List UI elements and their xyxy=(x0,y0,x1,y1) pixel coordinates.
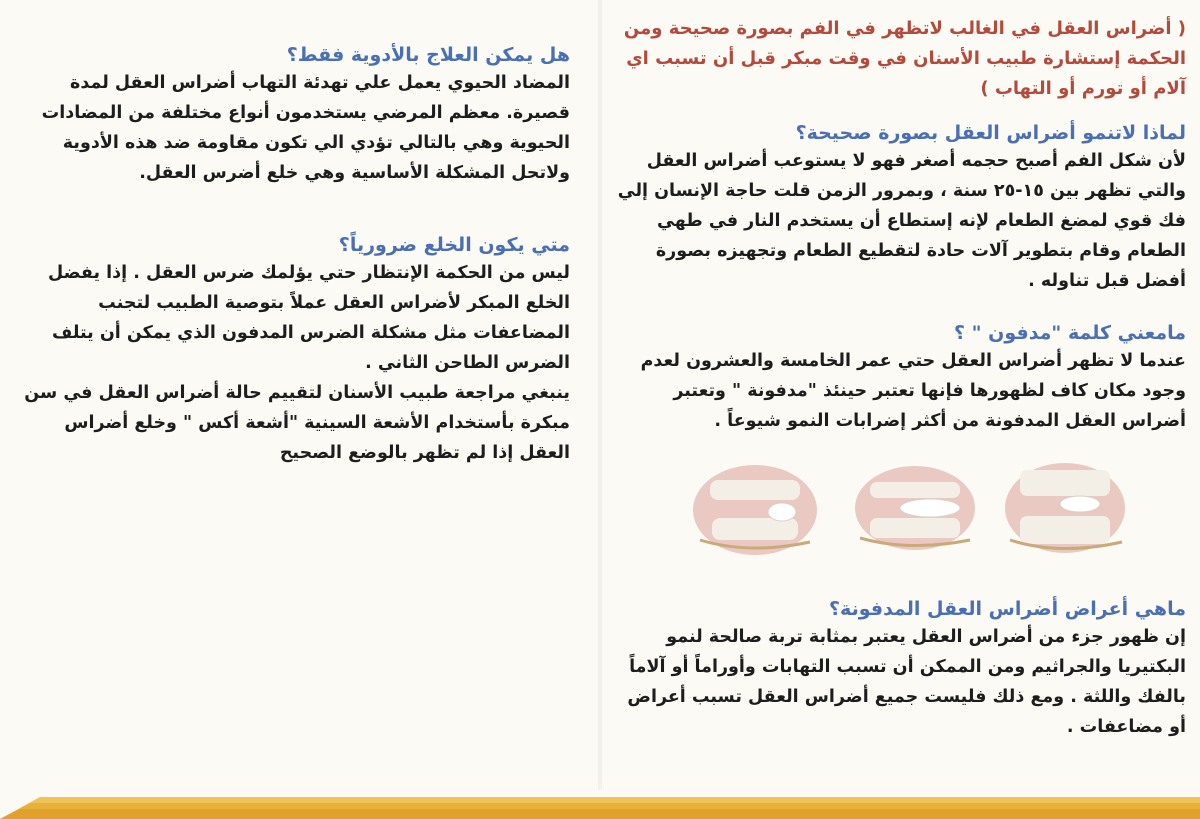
text-medication: المضاد الحيوي يعمل علي تهدئة التهاب أضراس العقل لمدة قصيرة. معظم المرضي يستخدمون أنواع مختلفة من المضادات الحيوية وهي بالتالي تؤدي الي تكون مقاومة ضد هذه الأدوية ولاتحل المشكلة الأساسية وهي خلع أضرس العقل. xyxy=(41,73,570,183)
teeth-illustration-3 xyxy=(1005,463,1125,553)
text-why: لأن شكل الفم أصبح حجمه أصغر فهو لا يستوعب أضراس العقل والتي تظهر بين ١٥-٢٥ سنة ، وبمرور الزمن قلت حاجة الإنسان إلي فك قوي لمضغ الطعام لإنه إستطاع أن يستخدم النار في طهي الطعام وقام بتطوير آلات حادة لتقطيع الطعام وتجهيزه بصورة أفضل قبل تناوله . xyxy=(617,151,1186,291)
text-symptoms: إن ظهور جزء من أضراس العقل يعتبر بمثابة تربة صالحة لنمو البكتيريا والجراثيم ومن الممكن أن تسبب التهابات وأوراماً أو آلاماً بالفك واللثة . ومع ذلك فليست جميع أضراس العقل تسبب أعراض أو مضاعفات . xyxy=(627,627,1186,737)
footer-decorative-strip xyxy=(0,793,1200,819)
heading-extraction: متي يكون الخلع ضرورياً؟ xyxy=(338,234,570,256)
right-section-impacted xyxy=(614,320,1186,436)
left-section-medication xyxy=(8,42,570,188)
left-section-extraction xyxy=(8,232,570,468)
impacted-teeth-illustrations xyxy=(690,460,1130,560)
heading-medication: هل يمكن العلاج بالأدوية فقط؟ xyxy=(286,44,570,66)
heading-why: لماذا لاتنمو أضراس العقل بصورة صحيحة؟ xyxy=(795,122,1186,144)
heading-impacted: مامعني كلمة "مدفون " ؟ xyxy=(953,322,1186,344)
heading-symptoms: ماهي أعراض أضراس العقل المدفونة؟ xyxy=(829,598,1186,620)
text-impacted: عندما لا تظهر أضراس العقل حتي عمر الخامسة والعشرون لعدم وجود مكان كاف لظهورها فإنها تعتبر حينئذ "مدفونة " وتعتبر أضراس العقل المدفونة من أكثر إضرابات النمو شيوعاً . xyxy=(640,351,1186,431)
intro-note: ( أضراس العقل في الغالب لاتظهر في الفم بصورة صحيحة ومن الحكمة إستشارة طبيب الأسنان في وقت مبكر قبل أن تسبب اي آلام أو تورم أو التهاب ) xyxy=(623,18,1186,99)
right-section-why xyxy=(614,120,1186,296)
teeth-illustration-1 xyxy=(693,465,817,555)
text-extraction-2: ينبغي مراجعة طبيب الأسنان لتقييم حالة أضراس العقل في سن مبكرة بأستخدام الأشعة السينية "أشعة أكس " وخلع أضراس العقل إذا لم تظهر بالوضع الصحيح xyxy=(24,383,570,463)
text-extraction-1: ليس من الحكمة الإنتظار حتي يؤلمك ضرس العقل . إذا يفضل الخلع المبكر لأضراس العقل عملاً بتوصية الطبيب لتجنب المضاعفات مثل مشكلة الضرس المدفون الذي يمكن أن يتلف الضرس الطاحن الثاني . xyxy=(48,263,570,373)
intro-note-block xyxy=(614,14,1186,104)
right-section-symptoms xyxy=(614,596,1186,742)
teeth-illustration-2 xyxy=(855,466,975,550)
right-page xyxy=(600,0,1200,819)
